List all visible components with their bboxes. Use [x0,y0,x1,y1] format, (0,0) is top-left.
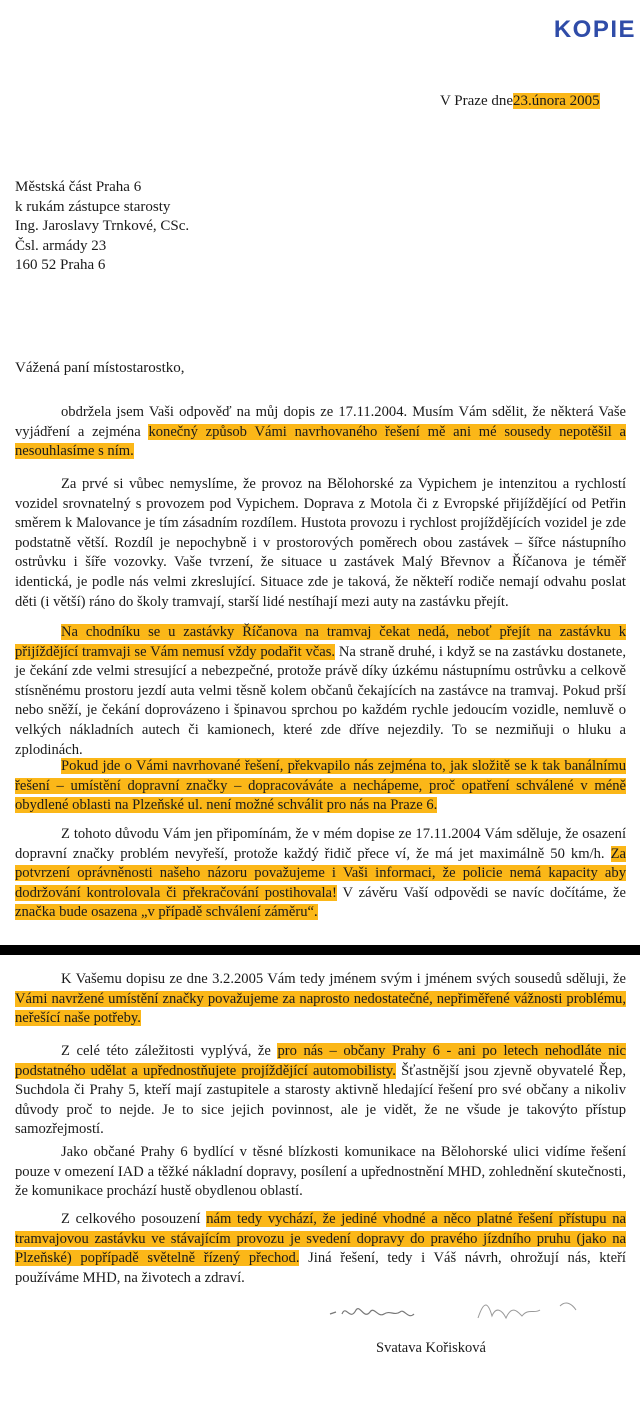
handwritten-signature [328,1296,598,1326]
copy-stamp: KOPIE [553,16,636,43]
paragraph-1 [15,403,626,462]
salutation: Vážená paní místostarostko, [15,360,185,376]
paragraph-5 [15,825,626,923]
highlighted-text: Za potvrzení oprávněnosti našeho názoru považujeme i Vaši informaci, že policie nemá kapacity aby dodržování kontrolovala či překračování postihovala! [15,845,626,901]
address-line: k rukám zástupce starosty [15,198,171,215]
page-break-bar [0,945,640,955]
text-run: Jako občané Prahy 6 bydlící v těsné blízkosti komunikace na Bělohorské ulici vidíme řešení pouze v omezení IAD a těžké nákladní dopravy, posílení a upřednostnění MHD, zohlednění skutečnosti, že komunikace prochází hustě obydlenou oblastí. [15,1144,626,1200]
text-run: K Vašemu dopisu ze dne 3.2.2005 Vám tedy jménem svým i jménem svých sousedů sděluji, že [61,971,626,987]
text-run: Za prvé si vůbec nemyslíme, že provoz na Bělohorské za Vypichem je intenzitou a rychlostí vozidel srovnatelný s provozem pod Vypichem. Doprava z Motola či z Evropské přijíždějící od Petřin směrem k Malovance je tím zásadním rozdílem. Hustota provozu i rychlost projíždějících vozidel je zde podstatně větší. Rozdíl je nepochybně i v prostorových poměrech obou zastávek – šířce nástupního ostrůvku i šíře vozovky. Vaše tvrzení, že situace u zastávek Malý Břevnov a Říčanova je téměř identická, je podle nás velmi zkreslující. Situace zde je taková, že někteří rodiče nemají odvahu poslat děti (i větší) ráno do školy tramvají, starší lidé nestíhají mezi auty na zastávku přejít. [15,476,626,610]
text-run: obdržela jsem Vaši odpověď na můj dopis ze 17.11.2004. Musím Vám sdělit, že některá Vaše vyjádření a zejména [15,404,626,440]
recipient-address [15,178,189,276]
highlighted-text: Pokud jde o Vámi navrhované řešení, překvapilo nás zejména to, jak složitě se k tak banálnímu řešení – umístění dopravní značky – dopracováváte a nechápeme, proč opatření schválené v méně obydlené oblasti na Plzeňské ul. není možné schválit pro nás na Praze 6. [15,758,626,814]
signature-name: Svatava Kořisková [376,1340,486,1356]
paragraph-8 [15,1143,626,1202]
text-run: Z celkového posouzení [61,1211,207,1227]
paragraph-7 [15,1042,626,1140]
text-run: Z tohoto důvodu Vám jen připomínám, že v mém dopise ze 17.11.2004 Vám sděluje, že osazení dopravní značky problém nevyřeší, protože každý řidič přece ví, že má jet maximálně 50 km/h. [15,826,626,862]
text-run: Šťastnější jsou zjevně obyvatelé Řep, Suchdola či Prahy 5, kteří mají zastupitele a starosty aktivně hledající řešení pro své občany a nikoliv důvody proč to nejde. Je to sice jejich povinnost, ale je vidět, že ne všude je takovýto přístup samozřejmostí. [15,1062,626,1138]
highlighted-text: nám tedy vychází, že jediné vhodné a něco platné řešení přístupu na tramvajovou zastávku ve stávajícím provozu je svedení dopravy do pravého jízdního pruhu (jako na Plzeňské) popřípadě světelně řízený přechod. [15,1211,627,1267]
text-run: Jiná řešení, tedy i Váš návrh, ohrožují nás, kteří používáme MHD, na životech a zdraví. [15,1250,626,1286]
paragraph-4 [15,757,626,816]
highlighted-text: konečný způsob Vámi navrhovaného řešení mě ani mé sousedy nepotěšil a nesouhlasíme s ním. [15,423,626,460]
highlighted-text: značka bude osazena „v případě schválení záměru“. [15,904,318,921]
date-prefix: V Praze dne [440,93,514,109]
address-line: 160 52 Praha 6 [15,257,106,273]
date-line [440,93,600,110]
text-run: Z celé této záležitosti vyplývá, že [61,1043,278,1059]
address-line: Městská část Praha 6 [15,179,142,195]
paragraph-9 [15,1210,626,1288]
highlighted-text: Na chodníku se u zastávky Říčanova na tramvaj čekat nedá, neboť přejít na zastávku k přijíždějící tramvaji se Vám nemusí vždy podařit včas. [15,624,626,660]
address-line: Ing. Jaroslavy Trnkové, CSc. [15,218,190,234]
address-line: Čsl. armády 23 [15,237,107,254]
paragraph-2 [15,475,626,612]
text-run: Na straně druhé, i když se na zastávku dostanete, je čekání zde velmi stresující a nebezpečné, protože právě díky úzkému nástupnímu ostrůvku a celkově stísněnému prostoru jezdí auta velmi těsně kolem občanů čekajících na zastávce na tramvaj. Pokud prší nebo sněží, je čekání doprovázeno i špinavou sprchou po každém rychle jedoucím vozidle, nemluvě o velkých nákladních autech či kamionech, které zde dříve nejezdily. To se nezmiňuji o hluku a zplodinách. [15,643,626,758]
paragraph-3 [15,623,626,760]
date-value: 23.února 2005 [513,93,600,109]
highlighted-text: pro nás – občany Prahy 6 - ani po letech nehodláte nic podstatného udělat a upřednostňujete projíždějící automobilisty. [15,1043,626,1079]
highlighted-text: Vámi navržené umístění značky považujeme za naprosto nedostatečné, nepřiměřené vážnosti problému, neřešící naše potřeby. [15,990,626,1027]
text-run: V závěru Vaší odpovědi se navíc dočítáme, že [336,884,626,901]
paragraph-6 [15,970,626,1029]
